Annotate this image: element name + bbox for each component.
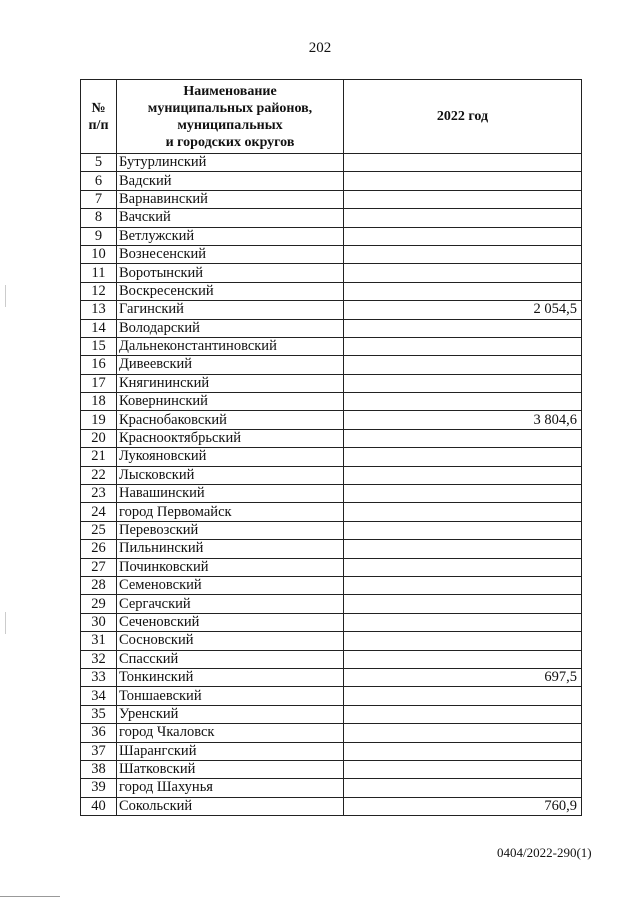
row-name: Перевозский	[117, 521, 344, 539]
table-row	[81, 209, 582, 227]
row-name: Краснооктябрьский	[117, 429, 344, 447]
row-value	[344, 374, 582, 392]
table-row	[81, 576, 582, 594]
row-value	[344, 485, 582, 503]
row-number: 26	[81, 540, 117, 558]
row-name: Вачский	[117, 209, 344, 227]
row-name: Уренский	[117, 705, 344, 723]
row-value	[344, 245, 582, 263]
municipal-table	[80, 79, 582, 816]
table-row	[81, 264, 582, 282]
table-row	[81, 485, 582, 503]
row-value	[344, 227, 582, 245]
row-value	[344, 282, 582, 300]
row-name: Володарский	[117, 319, 344, 337]
row-value	[344, 466, 582, 484]
table-row	[81, 613, 582, 631]
table-row	[81, 632, 582, 650]
table-row	[81, 429, 582, 447]
row-name: Воскресенский	[117, 282, 344, 300]
row-name: город Первомайск	[117, 503, 344, 521]
row-value	[344, 448, 582, 466]
row-name: Краснобаковский	[117, 411, 344, 429]
row-number: 14	[81, 319, 117, 337]
row-value	[344, 521, 582, 539]
row-number: 34	[81, 687, 117, 705]
table-row	[81, 301, 582, 319]
row-name: Ветлужский	[117, 227, 344, 245]
row-name: город Чкаловск	[117, 724, 344, 742]
table-row	[81, 282, 582, 300]
table-row	[81, 724, 582, 742]
row-name: Починковский	[117, 558, 344, 576]
row-value: 760,9	[344, 797, 582, 815]
table-body	[81, 154, 582, 816]
row-value	[344, 503, 582, 521]
header-number	[81, 80, 117, 154]
row-name: Спасский	[117, 650, 344, 668]
row-number: 31	[81, 632, 117, 650]
row-name: Вадский	[117, 172, 344, 190]
row-value	[344, 632, 582, 650]
row-number: 9	[81, 227, 117, 245]
row-value	[344, 209, 582, 227]
row-value: 3 804,6	[344, 411, 582, 429]
table-row	[81, 558, 582, 576]
row-number: 10	[81, 245, 117, 263]
header-number-label: № п/п	[88, 100, 109, 133]
table-row	[81, 668, 582, 686]
table-row	[81, 448, 582, 466]
row-value	[344, 319, 582, 337]
table-row	[81, 411, 582, 429]
row-name: Варнавинский	[117, 190, 344, 208]
row-number: 39	[81, 779, 117, 797]
row-number: 8	[81, 209, 117, 227]
row-name: Бутурлинский	[117, 154, 344, 172]
header-year: 2022 год	[344, 80, 582, 154]
row-name: Княгининский	[117, 374, 344, 392]
row-value	[344, 337, 582, 355]
row-number: 21	[81, 448, 117, 466]
table-row	[81, 319, 582, 337]
table-row	[81, 650, 582, 668]
row-number: 25	[81, 521, 117, 539]
row-value	[344, 190, 582, 208]
row-number: 17	[81, 374, 117, 392]
row-value	[344, 264, 582, 282]
row-number: 30	[81, 613, 117, 631]
table-row	[81, 190, 582, 208]
row-value	[344, 705, 582, 723]
row-value	[344, 760, 582, 778]
row-name: Тонкинский	[117, 668, 344, 686]
row-number: 24	[81, 503, 117, 521]
row-number: 19	[81, 411, 117, 429]
row-name: Дивеевский	[117, 356, 344, 374]
row-value	[344, 558, 582, 576]
row-name: Сосновский	[117, 632, 344, 650]
row-value: 2 054,5	[344, 301, 582, 319]
row-value	[344, 540, 582, 558]
margin-mark	[5, 285, 6, 307]
row-name: Семеновский	[117, 576, 344, 594]
row-value	[344, 393, 582, 411]
row-number: 36	[81, 724, 117, 742]
row-number: 11	[81, 264, 117, 282]
row-number: 23	[81, 485, 117, 503]
table-row	[81, 779, 582, 797]
row-value	[344, 742, 582, 760]
row-name: Вознесенский	[117, 245, 344, 263]
row-name: Ковернинский	[117, 393, 344, 411]
row-name: Воротынский	[117, 264, 344, 282]
table-row	[81, 374, 582, 392]
table-row	[81, 356, 582, 374]
row-number: 20	[81, 429, 117, 447]
table-header-row	[81, 80, 582, 154]
row-number: 13	[81, 301, 117, 319]
row-name: Шатковский	[117, 760, 344, 778]
row-name: Сергачский	[117, 595, 344, 613]
row-value	[344, 650, 582, 668]
row-number: 18	[81, 393, 117, 411]
row-number: 28	[81, 576, 117, 594]
row-value	[344, 595, 582, 613]
row-number: 5	[81, 154, 117, 172]
table-row	[81, 595, 582, 613]
row-number: 35	[81, 705, 117, 723]
row-number: 16	[81, 356, 117, 374]
row-name: Шарангский	[117, 742, 344, 760]
table-row	[81, 245, 582, 263]
row-number: 12	[81, 282, 117, 300]
row-name: Лысковский	[117, 466, 344, 484]
row-name: Пильнинский	[117, 540, 344, 558]
row-number: 6	[81, 172, 117, 190]
row-name: Гагинский	[117, 301, 344, 319]
margin-mark	[5, 612, 6, 634]
scan-edge-line	[0, 896, 60, 897]
row-name: Дальнеконстантиновский	[117, 337, 344, 355]
table-row	[81, 503, 582, 521]
row-name: Сеченовский	[117, 613, 344, 631]
table-row	[81, 172, 582, 190]
table-row	[81, 687, 582, 705]
row-value	[344, 154, 582, 172]
row-value	[344, 613, 582, 631]
row-value	[344, 429, 582, 447]
header-name	[117, 80, 344, 154]
row-number: 33	[81, 668, 117, 686]
table-row	[81, 760, 582, 778]
row-value	[344, 779, 582, 797]
table-row	[81, 705, 582, 723]
row-value	[344, 724, 582, 742]
table-row	[81, 227, 582, 245]
row-value	[344, 576, 582, 594]
row-name: Сокольский	[117, 797, 344, 815]
row-value	[344, 687, 582, 705]
header-name-label: Наименование муниципальных районов, муниципальных и городских округов	[147, 83, 313, 150]
row-value	[344, 172, 582, 190]
table-row	[81, 337, 582, 355]
row-value	[344, 356, 582, 374]
row-number: 32	[81, 650, 117, 668]
row-number: 7	[81, 190, 117, 208]
row-number: 27	[81, 558, 117, 576]
table-row	[81, 797, 582, 815]
row-number: 38	[81, 760, 117, 778]
document-code: 0404/2022-290(1)	[497, 845, 592, 860]
table-row	[81, 742, 582, 760]
table-row	[81, 466, 582, 484]
row-value: 697,5	[344, 668, 582, 686]
table-row	[81, 154, 582, 172]
row-number: 22	[81, 466, 117, 484]
table-row	[81, 393, 582, 411]
table-row	[81, 521, 582, 539]
row-name: Тоншаевский	[117, 687, 344, 705]
row-number: 37	[81, 742, 117, 760]
page-number: 202	[308, 40, 332, 56]
row-name: город Шахунья	[117, 779, 344, 797]
row-number: 40	[81, 797, 117, 815]
table-row	[81, 540, 582, 558]
row-name: Навашинский	[117, 485, 344, 503]
row-number: 29	[81, 595, 117, 613]
row-name: Лукояновский	[117, 448, 344, 466]
row-number: 15	[81, 337, 117, 355]
